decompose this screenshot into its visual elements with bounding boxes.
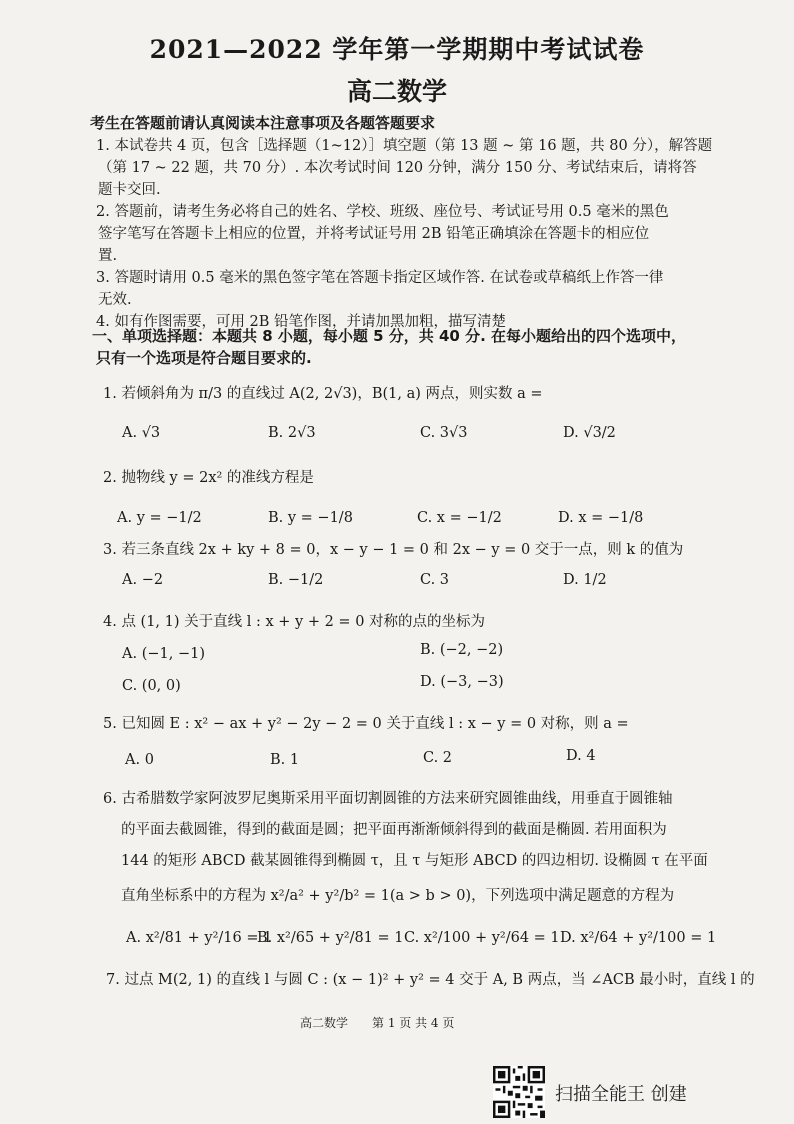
question-2-stem: 2. 抛物线 y = 2x² 的准线方程是	[103, 470, 314, 486]
section-heading-cont: 只有一个选项是符合题目要求的.	[96, 349, 312, 367]
question-6-option-b: B. x²/65 + y²/81 = 1	[257, 930, 404, 946]
instruction-line: （第 17 ~ 22 题，共 70 分）. 本次考试时间 120 分钟，满分 150 分、考试结束后，请将答	[98, 160, 697, 176]
question-6-stem-line: 直角坐标系中的方程为 x²/a² + y²/b² = 1(a > b > 0)，下列选项中满足题意的方程为	[121, 888, 675, 904]
question-6-option-a: A. x²/81 + y²/16 = 1	[126, 930, 273, 946]
question-6-stem-line: 144 的矩形 ABCD 截某圆锥得到椭圆 τ，且 τ 与矩形 ABCD 的四边相切. 设椭圆 τ 在平面	[121, 853, 708, 869]
question-6-option-d: D. x²/64 + y²/100 = 1	[560, 930, 717, 946]
question-1-option-a: A. √3	[122, 425, 161, 441]
question-5-option-a: A. 0	[125, 752, 154, 768]
section-heading: 一、单项选择题：本题共 8 小题，每小题 5 分，共 40 分. 在每小题给出的四个选项中，	[92, 327, 687, 345]
question-5-option-b: B. 1	[270, 752, 300, 768]
question-1-option-c: C. 3√3	[420, 425, 468, 441]
question-5-option-c: C. 2	[423, 750, 453, 766]
instruction-line: 签字笔写在答题卡上相应的位置，并将考试证号用 2B 铅笔正确填涂在答题卡的相应位	[98, 226, 650, 242]
question-4-option-a: A. (−1, −1)	[122, 646, 205, 662]
question-1-option-b: B. 2√3	[268, 425, 316, 441]
question-2-option-b: B. y = −1/8	[268, 510, 353, 526]
question-4-option-b: B. (−2, −2)	[420, 642, 504, 658]
question-6-stem-line: 的平面去截圆锥，得到的截面是圆；把平面再渐渐倾斜得到的截面是椭圆. 若用面积为	[121, 822, 667, 838]
instruction-line: 1. 本试卷共 4 页，包含［选择题（1~12）］填空题（第 13 题 ~ 第 16 题，共 80 分），解答题	[96, 138, 713, 154]
question-1-option-d: D. √3/2	[563, 425, 616, 441]
instruction-line: 2. 答题前，请考生务必将自己的姓名、学校、班级、座位号、考试证号用 0.5 毫米的黑色	[96, 204, 669, 220]
question-3-option-a: A. −2	[122, 572, 164, 588]
question-3-option-d: D. 1/2	[563, 572, 607, 588]
question-2-option-a: A. y = −1/2	[117, 510, 202, 526]
question-4-option-d: D. (−3, −3)	[420, 674, 504, 690]
instruction-line: 置.	[98, 248, 118, 264]
question-2-option-d: D. x = −1/8	[558, 510, 644, 526]
question-4-option-c: C. (0, 0)	[122, 678, 181, 694]
qr-code-icon	[493, 1066, 545, 1118]
question-6-option-c: C. x²/100 + y²/64 = 1	[404, 930, 560, 946]
question-4-stem: 4. 点 (1, 1) 关于直线 l : x + y + 2 = 0 对称的点的坐标为	[103, 614, 486, 630]
instructions-heading: 考生在答题前请认真阅读本注意事项及各题答题要求	[90, 114, 436, 132]
question-1-stem: 1. 若倾斜角为 π/3 的直线过 A(2, 2√3)，B(1, a) 两点，则实数 a =	[103, 386, 543, 402]
question-6-stem-line: 6. 古希腊数学家阿波罗尼奥斯采用平面切割圆锥的方法来研究圆锥曲线，用垂直于圆锥轴	[103, 791, 673, 807]
question-2-option-c: C. x = −1/2	[417, 510, 502, 526]
question-5-option-d: D. 4	[566, 748, 596, 764]
scanner-watermark: 扫描全能王 创建	[555, 1084, 687, 1105]
page-footer: 高二数学 第 1 页 共 4 页	[300, 1016, 455, 1030]
instruction-line: 无效.	[98, 292, 132, 308]
instruction-line: 4. 如有作图需要，可用 2B 铅笔作图，并请加黑加粗，描写清楚	[96, 314, 507, 330]
question-3-option-c: C. 3	[420, 572, 450, 588]
question-7-stem: 7. 过点 M(2, 1) 的直线 l 与圆 C : (x − 1)² + y² = 4 交于 A, B 两点，当 ∠ACB 最小时，直线 l 的	[106, 972, 755, 988]
question-3-stem: 3. 若三条直线 2x + ky + 8 = 0，x − y − 1 = 0 和 2x − y = 0 交于一点，则 k 的值为	[103, 542, 684, 558]
question-3-option-b: B. −1/2	[268, 572, 324, 588]
instruction-line: 题卡交回.	[98, 182, 161, 198]
exam-subject: 高二数学	[346, 77, 447, 106]
exam-title: 2021—2022 学年第一学期期中考试试卷	[149, 35, 645, 64]
question-5-stem: 5. 已知圆 E : x² − ax + y² − 2y − 2 = 0 关于直线 l : x − y = 0 对称，则 a =	[103, 716, 629, 732]
instruction-line: 3. 答题时请用 0.5 毫米的黑色签字笔在答题卡指定区域作答. 在试卷或草稿纸上作答一律	[96, 270, 664, 286]
